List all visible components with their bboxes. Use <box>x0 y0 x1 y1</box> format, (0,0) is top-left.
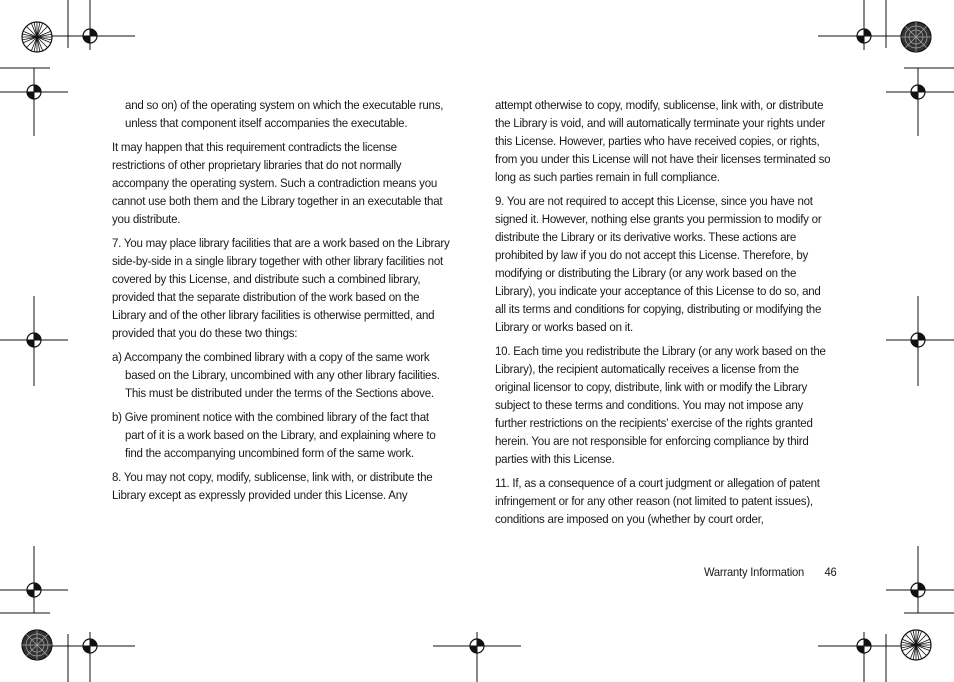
paragraph-section-9: 9. You are not required to accept this License, since you have not signed it. However, nothing else grants you permission to modify or distribute the Library or its derivative works. These actions are prohibited by law if you do not accept this License. Therefore, by modifying or distributing the Library (or any work based on the Library), you indicate your acceptance of this License to do so, and all its terms and conditions for copying, distributing or modifying the Library or works based on it. <box>495 194 822 334</box>
paragraph-license-contradiction: It may happen that this requirement contradicts the license restrictions of other proprietary libraries that do not normally accompany the operating system. Such a contradiction means you cannot use both them and the Library together in an executable that you distribute. <box>112 140 443 226</box>
page-footer <box>704 565 837 579</box>
left-column <box>112 96 451 510</box>
footer-section-title: Warranty Information <box>704 565 805 579</box>
paragraph-section-11: 11. If, as a consequence of a court judgment or allegation of patent infringement or for any other reason (not limited to patent issues), conditions are imposed on you (whether by court order, <box>495 476 820 526</box>
paragraph-section-8: 8. You may not copy, modify, sublicense, link with, or distribute the Library except as expressly provided under this License. Any <box>112 470 433 502</box>
paragraph-item-b: b) Give prominent notice with the combined library of the fact that part of it is a work based on the Library, and explaining where to find the accompanying uncombined form of the same work. <box>112 410 436 460</box>
paragraph-section-10: 10. Each time you redistribute the Library (or any work based on the Library), the recipient automatically receives a license from the original licensor to copy, distribute, link with or modify the Library subject to these terms and conditions. You may not impose any further restrictions on the recipients’ exercise of the rights granted herein. You are not responsible for enforcing compliance by third parties with this License. <box>495 344 826 466</box>
paragraph-executable-continuation: and so on) of the operating system on which the executable runs, unless that component itself accompanies the executable. <box>125 98 444 130</box>
paragraph-section-7: 7. You may place library facilities that are a work based on the Library side-by-side in a single library together with other library facilities not covered by this License, and distribute such a combined library, provided that the separate distribution of the work based on the Library and of the other library facilities is otherwise permitted, and provided that you do these two things: <box>112 236 450 340</box>
page-number: 46 <box>824 565 837 579</box>
right-column <box>495 96 834 534</box>
paragraph-section-8-continuation: attempt otherwise to copy, modify, sublicense, link with, or distribute the Library is void, and will automatically terminate your rights under this License. However, parties who have received copies, or rights, from you under this License will not have their licenses terminated so long as such parties remain in full compliance. <box>495 98 831 184</box>
paragraph-item-a: a) Accompany the combined library with a copy of the same work based on the Library, uncombined with any other library facilities. This must be distributed under the terms of the Sections above. <box>112 350 440 400</box>
